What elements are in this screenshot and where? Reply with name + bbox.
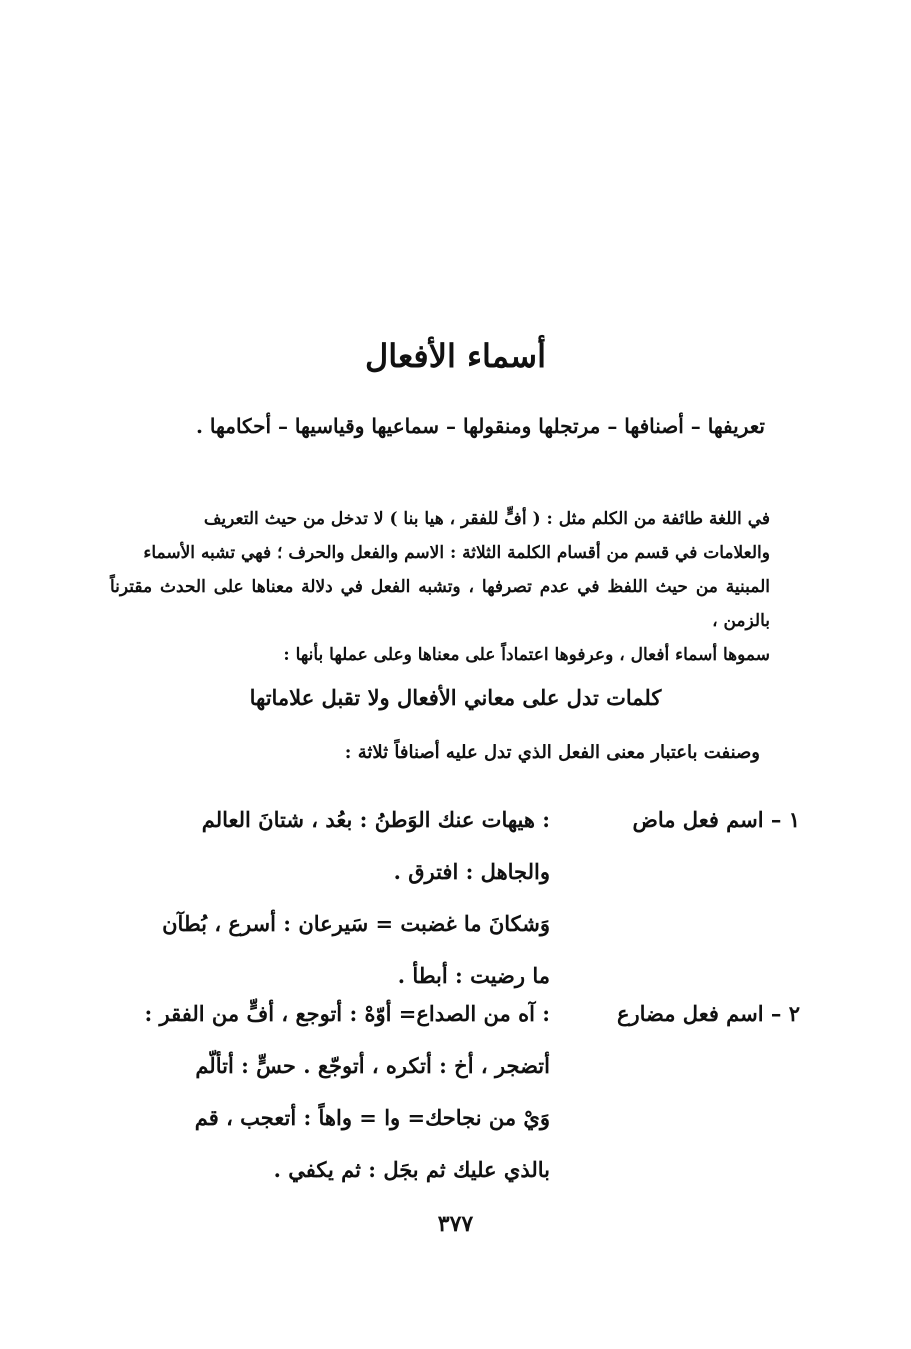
page-title: أسماء الأفعال xyxy=(364,337,546,375)
page-number: ٣٧٧ xyxy=(437,1211,474,1237)
item-line: وَشكانَ ما غضبت = سَيرعان : أسرع ، بُطآن xyxy=(162,911,550,936)
intro-line: والعلامات في قسم من أقسام الكلمة الثلاثة : الاسم والفعل والحرف ؛ فهي تشبه الأسماء xyxy=(143,543,770,563)
item-line: : آه من الصداع= أوّهْ : أتوجع ، أفٍّ من الفقر : xyxy=(144,1001,550,1026)
item-heading: ٢ – اسم فعل مضارع xyxy=(616,1001,800,1026)
item-line: وَيْ من نجاحك= وا = واهاً : أتعجب ، قم xyxy=(194,1105,550,1130)
chapter-topics: تعريفها – أصنافها – مرتجلها ومنقولها – سماعيها وقياسيها – أحكامها . xyxy=(196,414,765,438)
item-line: : هيهات عنك الوَطنُ : بعُد ، شتانَ العالم xyxy=(201,807,550,832)
intro-line: المبنية من حيث اللفظ في عدم تصرفها ، وتشبه الفعل في دلالة معناها على الحدث مقترناً بالزمن ، xyxy=(110,577,770,631)
classification-text: وصنفت باعتبار معنى الفعل الذي تدل عليه أصنافاً ثلاثة : xyxy=(344,742,760,763)
item-body xyxy=(110,988,800,1196)
intro-line: في اللغة طائفة من الكلم مثل : ( أفٍّ للفقر ، هيا بنا ) لا تدخل من حيث التعريف xyxy=(203,509,770,529)
intro-line: سموها أسماء أفعال ، وعرفوها اعتماداً على معناها وعلى عملها بأنها : xyxy=(283,645,770,665)
definition-heading: كلمات تدل على معاني الأفعال ولا تقبل علاماتها xyxy=(249,685,662,710)
item-heading: ١ – اسم فعل ماض xyxy=(632,807,800,832)
item-line: أتضجر ، أخ : أتكره ، أتوجّع . حسٍّ : أتألّم xyxy=(195,1053,550,1078)
item-line: والجاهل : افترق . xyxy=(393,859,550,884)
item-line: ما رضيت : أبطأ . xyxy=(397,963,550,988)
item-body xyxy=(110,794,800,1002)
item-line: بالذي عليك ثم بجَل : ثم يكفي . xyxy=(273,1157,550,1182)
intro-paragraph xyxy=(110,502,770,672)
